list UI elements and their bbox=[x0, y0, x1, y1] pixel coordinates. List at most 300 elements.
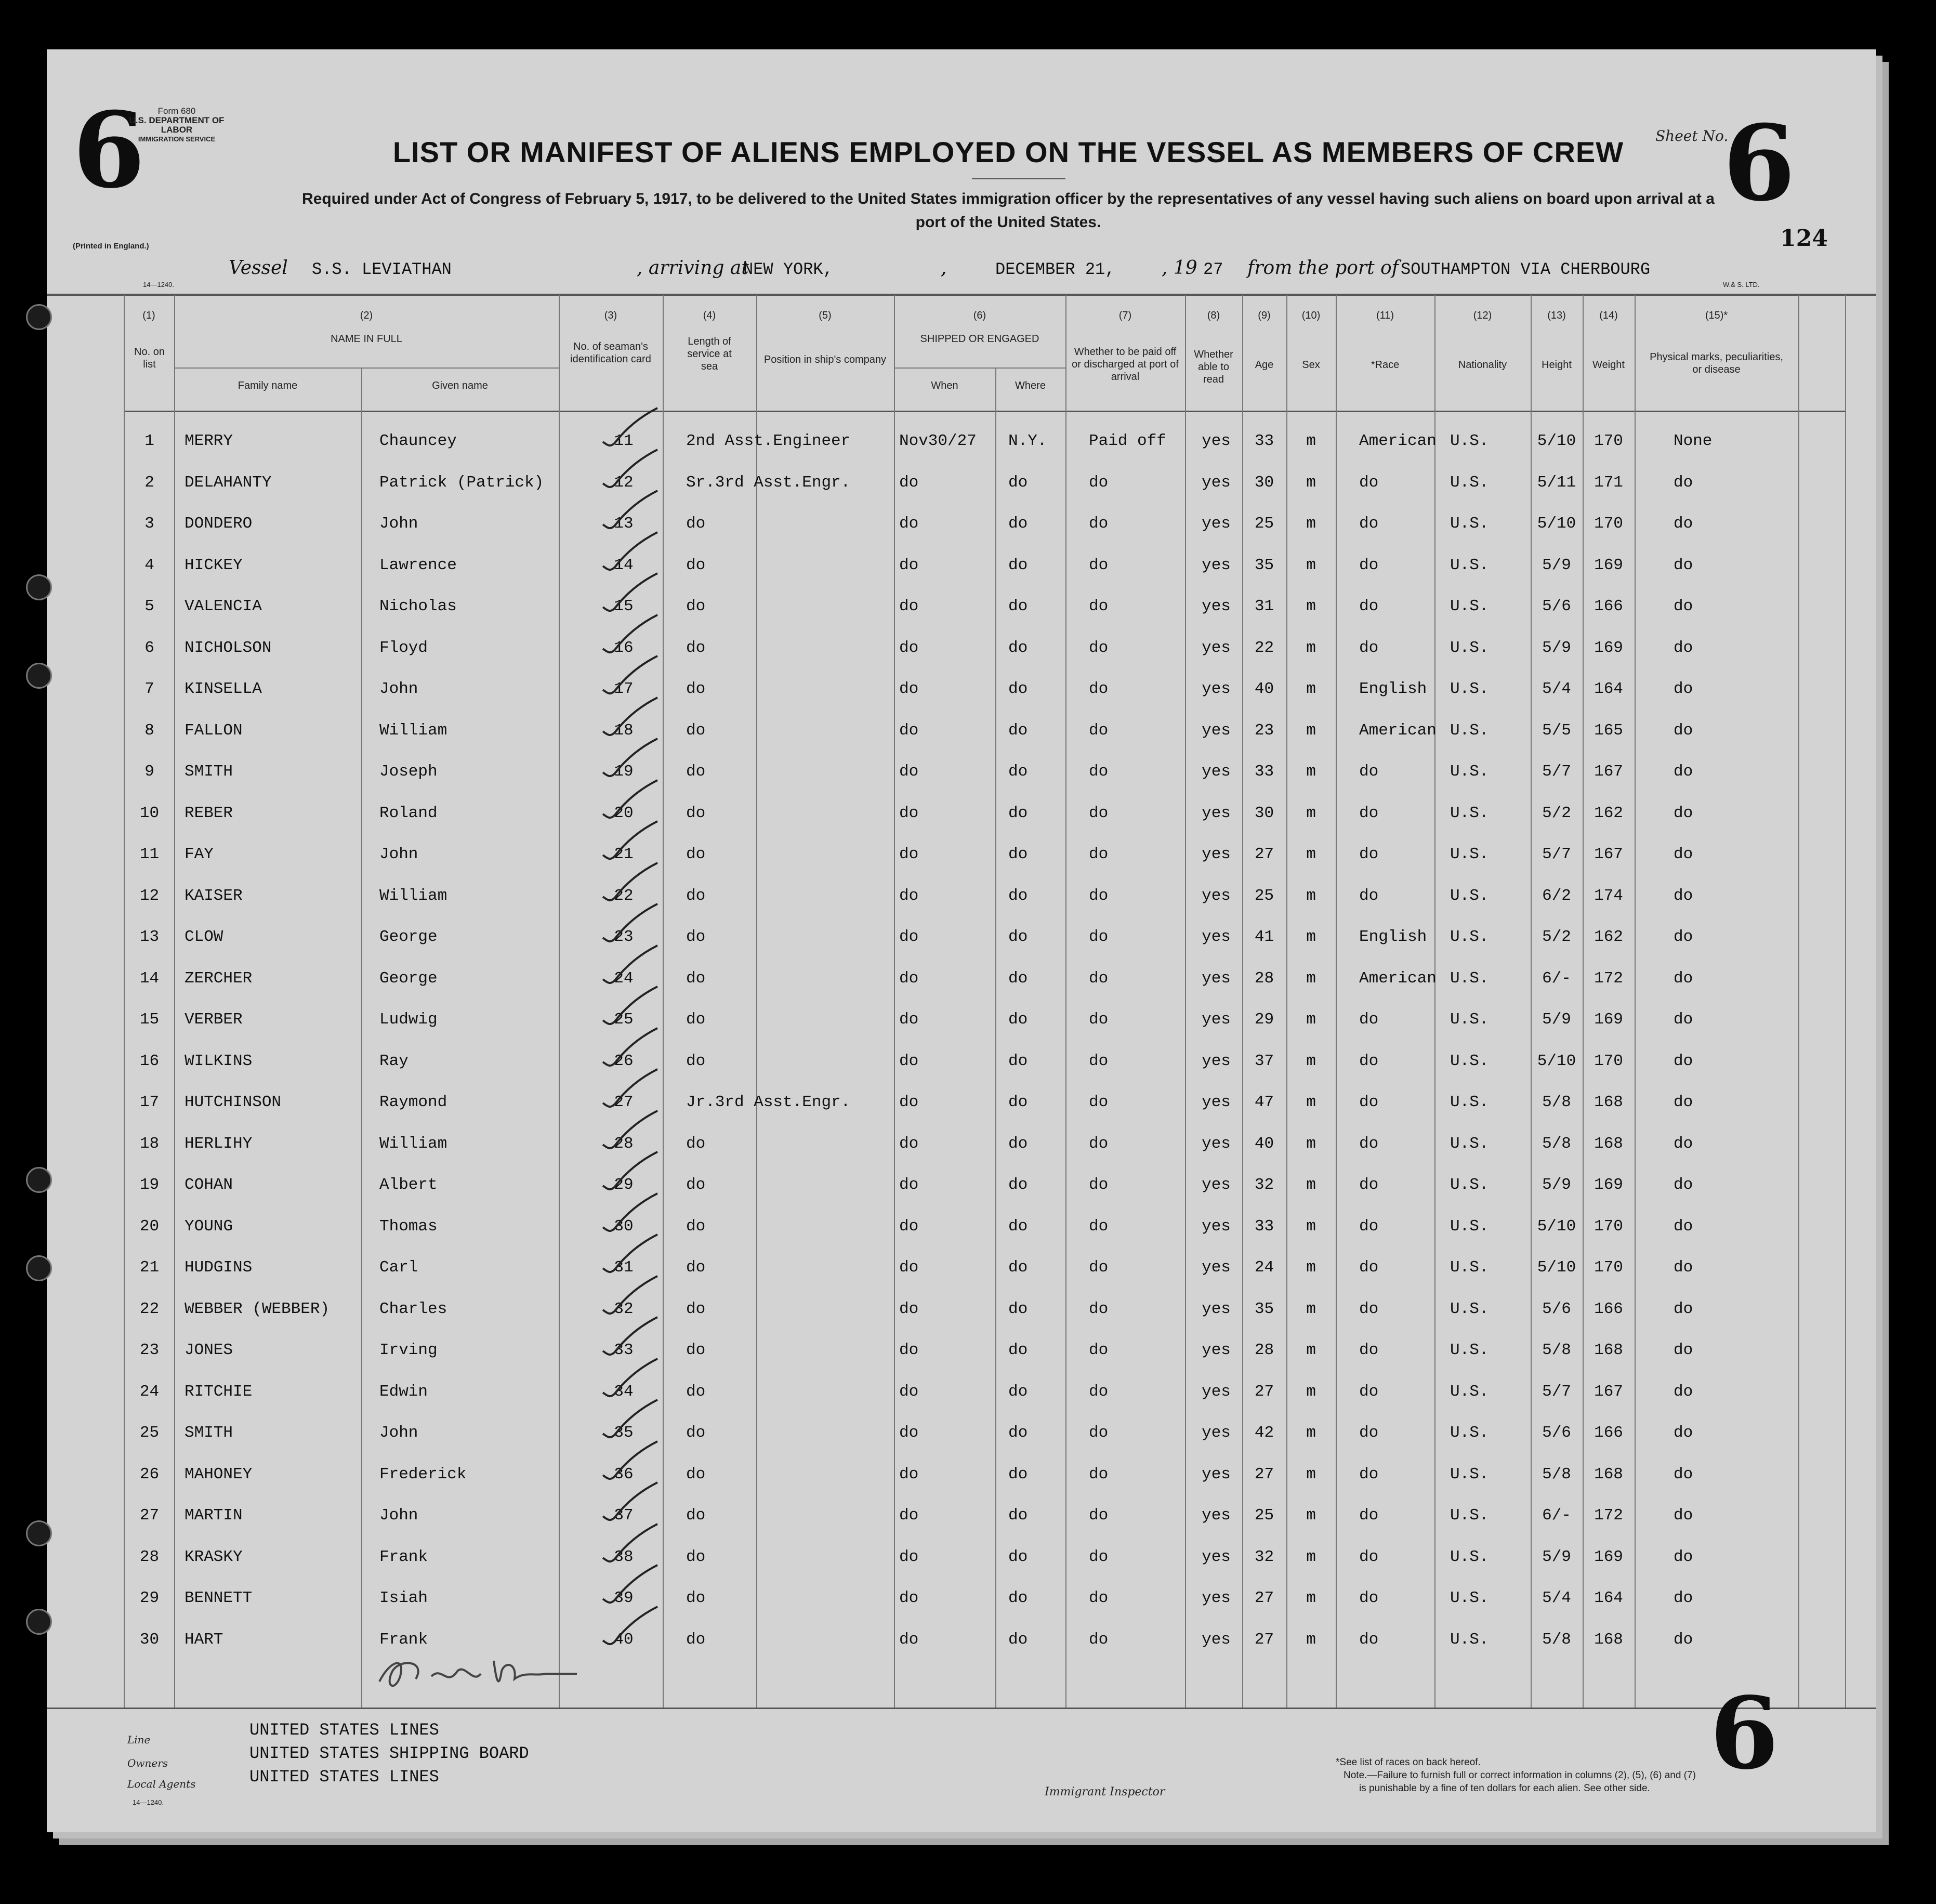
cell-age: 35 bbox=[1254, 556, 1274, 574]
cell-weight: 174 bbox=[1594, 886, 1623, 905]
cell-given-name: Lawrence bbox=[379, 556, 457, 574]
cell-family-name: KRASKY bbox=[185, 1547, 243, 1566]
cell-where: do bbox=[1008, 969, 1028, 988]
cell-age: 27 bbox=[1254, 1382, 1274, 1401]
cell-paid-off: do bbox=[1089, 1547, 1109, 1566]
cell-when: do bbox=[899, 1589, 919, 1607]
cell-when: do bbox=[899, 1093, 919, 1111]
cell-id-card: 13 bbox=[614, 515, 634, 533]
cell-height: 5/11 bbox=[1537, 473, 1576, 492]
cell-given-name: William bbox=[379, 1134, 447, 1153]
cell-physical-marks: do bbox=[1674, 1299, 1693, 1318]
cell-age: 42 bbox=[1254, 1424, 1274, 1442]
cell-where: N.Y. bbox=[1008, 432, 1047, 450]
cell-where: do bbox=[1008, 928, 1028, 946]
cell-able-read: yes bbox=[1202, 1547, 1231, 1566]
cell-id-card: 17 bbox=[614, 680, 634, 698]
cell-where: do bbox=[1008, 804, 1028, 822]
cell-when: do bbox=[899, 886, 919, 905]
cell-when: do bbox=[899, 1547, 919, 1566]
cell-height: 5/5 bbox=[1542, 721, 1571, 740]
cell-weight: 168 bbox=[1594, 1093, 1623, 1111]
col-num-14: (14) bbox=[1599, 310, 1618, 321]
cell-family-name: HART bbox=[185, 1630, 223, 1649]
cell-sex: m bbox=[1306, 432, 1316, 450]
cell-nationality: U.S. bbox=[1450, 1258, 1489, 1277]
header-given-name: Given name bbox=[432, 380, 488, 391]
cell-race: do bbox=[1359, 1506, 1379, 1525]
cell-no: 4 bbox=[144, 556, 154, 574]
cell-id-card: 30 bbox=[614, 1217, 634, 1236]
cell-able-read: yes bbox=[1202, 473, 1231, 492]
check-mark bbox=[600, 1273, 663, 1320]
cell-nationality: U.S. bbox=[1450, 1589, 1489, 1607]
cell-nationality: U.S. bbox=[1450, 556, 1489, 574]
cell-race: do bbox=[1359, 1630, 1379, 1649]
cell-where: do bbox=[1008, 680, 1028, 698]
cell-family-name: YOUNG bbox=[185, 1217, 233, 1236]
cell-able-read: yes bbox=[1202, 969, 1231, 988]
cell-given-name: Charles bbox=[379, 1299, 447, 1318]
cell-paid-off: do bbox=[1089, 1465, 1109, 1483]
cell-nationality: U.S. bbox=[1450, 1134, 1489, 1153]
check-mark bbox=[600, 1480, 663, 1527]
cell-able-read: yes bbox=[1202, 1010, 1231, 1029]
cell-given-name: Nicholas bbox=[379, 597, 457, 615]
cell-where: do bbox=[1008, 1217, 1028, 1236]
cell-where: do bbox=[1008, 1506, 1028, 1525]
cell-age: 28 bbox=[1254, 1341, 1274, 1359]
col-num-4: (4) bbox=[703, 310, 716, 321]
cell-id-card: 23 bbox=[614, 928, 634, 946]
cell-where: do bbox=[1008, 1547, 1028, 1566]
header-weight: Weight bbox=[1592, 359, 1625, 371]
cell-weight: 162 bbox=[1594, 804, 1623, 822]
cell-where: do bbox=[1008, 1465, 1028, 1483]
col-num-10: (10) bbox=[1301, 310, 1321, 321]
name-subheader-line bbox=[174, 367, 559, 369]
cell-age: 25 bbox=[1254, 1506, 1274, 1525]
cell-nationality: U.S. bbox=[1450, 969, 1489, 988]
cell-physical-marks: do bbox=[1674, 1176, 1693, 1194]
cell-no: 13 bbox=[139, 928, 160, 946]
cell-id-card: 16 bbox=[614, 638, 634, 657]
service-name: IMMIGRATION SERVICE bbox=[138, 135, 216, 143]
cell-given-name: George bbox=[379, 969, 438, 988]
cell-weight: 169 bbox=[1594, 556, 1623, 574]
cell-paid-off: do bbox=[1089, 1258, 1109, 1277]
cell-no: 21 bbox=[139, 1258, 160, 1277]
cell-given-name: John bbox=[379, 1506, 418, 1525]
cell-sex: m bbox=[1306, 1217, 1316, 1236]
cell-able-read: yes bbox=[1202, 556, 1231, 574]
cell-family-name: REBER bbox=[185, 804, 233, 822]
from-port-label: from the port of bbox=[1247, 257, 1399, 279]
cell-no: 14 bbox=[139, 969, 160, 988]
cell-given-name: Frank bbox=[379, 1630, 428, 1649]
header-family-name: Family name bbox=[238, 380, 298, 391]
cell-weight: 172 bbox=[1594, 1506, 1623, 1525]
cell-no: 22 bbox=[139, 1299, 160, 1318]
cell-physical-marks: do bbox=[1674, 556, 1693, 574]
cell-race: do bbox=[1359, 1382, 1379, 1401]
cell-when: do bbox=[899, 1052, 919, 1070]
cell-height: 5/8 bbox=[1542, 1630, 1571, 1649]
cell-height: 5/2 bbox=[1542, 928, 1571, 946]
cell-when: do bbox=[899, 597, 919, 615]
cell-no: 18 bbox=[139, 1134, 160, 1153]
vessel-label: Vessel bbox=[229, 257, 288, 279]
cell-race: do bbox=[1359, 1176, 1379, 1194]
cell-weight: 171 bbox=[1594, 473, 1623, 492]
cell-nationality: U.S. bbox=[1450, 1506, 1489, 1525]
cell-sex: m bbox=[1306, 680, 1316, 698]
cell-sex: m bbox=[1306, 804, 1316, 822]
cell-race: do bbox=[1359, 556, 1379, 574]
cell-nationality: U.S. bbox=[1450, 680, 1489, 698]
cell-paid-off: do bbox=[1089, 1424, 1109, 1442]
cell-weight: 170 bbox=[1594, 1258, 1623, 1277]
footer-agents-label: Local Agents bbox=[127, 1778, 196, 1790]
table-bottom-border bbox=[47, 1708, 1876, 1709]
cell-where: do bbox=[1008, 556, 1028, 574]
form-number: Form 680 bbox=[157, 106, 196, 116]
cell-height: 5/6 bbox=[1542, 1299, 1571, 1318]
cell-age: 40 bbox=[1254, 1134, 1274, 1153]
cell-paid-off: do bbox=[1089, 1382, 1109, 1401]
table-row bbox=[47, 1578, 1876, 1619]
cell-able-read: yes bbox=[1202, 1424, 1231, 1442]
footer-note-line-1: Note.—Failure to furnish full or correct information in columns (2), (5), (6) and (7) bbox=[1344, 1770, 1696, 1781]
cell-weight: 164 bbox=[1594, 1589, 1623, 1607]
table-row bbox=[47, 628, 1876, 668]
cell-nationality: U.S. bbox=[1450, 804, 1489, 822]
cell-sex: m bbox=[1306, 1465, 1316, 1483]
cell-physical-marks: do bbox=[1674, 1052, 1693, 1070]
cell-able-read: yes bbox=[1202, 886, 1231, 905]
check-mark bbox=[600, 488, 663, 535]
cell-height: 5/8 bbox=[1542, 1093, 1571, 1111]
cell-sex: m bbox=[1306, 1258, 1316, 1277]
cell-when: do bbox=[899, 1341, 919, 1359]
cell-race: do bbox=[1359, 1134, 1379, 1153]
footer-note-star: *See list of races on back hereof. bbox=[1336, 1757, 1481, 1768]
cell-no: 10 bbox=[139, 804, 160, 822]
cell-height: 5/2 bbox=[1542, 804, 1571, 822]
header-sex: Sex bbox=[1302, 359, 1320, 371]
cell-age: 23 bbox=[1254, 721, 1274, 740]
cell-able-read: yes bbox=[1202, 1134, 1231, 1153]
cell-when: do bbox=[899, 556, 919, 574]
cell-family-name: DELAHANTY bbox=[185, 473, 272, 492]
cell-sex: m bbox=[1306, 969, 1316, 988]
table-row bbox=[47, 1165, 1876, 1205]
cell-weight: 170 bbox=[1594, 1052, 1623, 1070]
page-number: 124 bbox=[1780, 225, 1828, 252]
cell-id-card: 25 bbox=[614, 1010, 634, 1029]
arrival-date: DECEMBER 21, bbox=[995, 260, 1115, 279]
cell-where: do bbox=[1008, 1424, 1028, 1442]
cell-nationality: U.S. bbox=[1450, 597, 1489, 615]
cell-id-card: 37 bbox=[614, 1506, 634, 1525]
cell-able-read: yes bbox=[1202, 1465, 1231, 1483]
cell-nationality: U.S. bbox=[1450, 1382, 1489, 1401]
cell-race: do bbox=[1359, 1010, 1379, 1029]
cell-family-name: HERLIHY bbox=[185, 1134, 253, 1153]
cell-age: 24 bbox=[1254, 1258, 1274, 1277]
cell-given-name: Isiah bbox=[379, 1589, 428, 1607]
cell-when: do bbox=[899, 804, 919, 822]
cell-when: do bbox=[899, 1424, 919, 1442]
cell-where: do bbox=[1008, 1630, 1028, 1649]
cell-nationality: U.S. bbox=[1450, 473, 1489, 492]
cell-height: 5/8 bbox=[1542, 1134, 1571, 1153]
cell-when: do bbox=[899, 680, 919, 698]
vessel-name: S.S. LEVIATHAN bbox=[312, 260, 452, 279]
check-mark bbox=[600, 943, 663, 990]
cell-sex: m bbox=[1306, 845, 1316, 863]
table-row bbox=[47, 958, 1876, 999]
cell-when: do bbox=[899, 1176, 919, 1194]
table-row bbox=[47, 793, 1876, 834]
binder-hole bbox=[26, 1609, 52, 1635]
cell-position: do bbox=[686, 1176, 706, 1194]
check-mark bbox=[600, 447, 663, 494]
cell-physical-marks: do bbox=[1674, 597, 1693, 615]
col-num-5: (5) bbox=[819, 310, 832, 321]
cell-when: do bbox=[899, 1630, 919, 1649]
cell-family-name: WEBBER (WEBBER) bbox=[185, 1299, 330, 1318]
cell-race: do bbox=[1359, 1547, 1379, 1566]
cell-weight: 168 bbox=[1594, 1341, 1623, 1359]
cell-weight: 162 bbox=[1594, 928, 1623, 946]
cell-no: 23 bbox=[139, 1341, 160, 1359]
cell-id-card: 35 bbox=[614, 1424, 634, 1442]
cell-age: 25 bbox=[1254, 886, 1274, 905]
header-bottom-border bbox=[125, 411, 1845, 412]
cell-physical-marks: do bbox=[1674, 928, 1693, 946]
cell-physical-marks: do bbox=[1674, 1382, 1693, 1401]
cell-race: do bbox=[1359, 763, 1379, 781]
cell-sex: m bbox=[1306, 1176, 1316, 1194]
table-row bbox=[47, 1495, 1876, 1536]
cell-paid-off: do bbox=[1089, 1010, 1109, 1029]
cell-id-card: 31 bbox=[614, 1258, 634, 1277]
cell-race: do bbox=[1359, 1589, 1379, 1607]
cell-sex: m bbox=[1306, 721, 1316, 740]
binder-hole bbox=[26, 304, 52, 330]
cell-paid-off: do bbox=[1089, 1217, 1109, 1236]
cell-position: do bbox=[686, 680, 706, 698]
cell-id-card: 20 bbox=[614, 804, 634, 822]
cell-no: 28 bbox=[139, 1547, 160, 1566]
cell-no: 16 bbox=[139, 1052, 160, 1070]
header-shipped: SHIPPED OR ENGAGED bbox=[920, 333, 1039, 345]
cell-when: do bbox=[899, 638, 919, 657]
cell-age: 31 bbox=[1254, 597, 1274, 615]
cell-position: do bbox=[686, 969, 706, 988]
cell-race: do bbox=[1359, 1258, 1379, 1277]
arrival-port: NEW YORK, bbox=[743, 260, 833, 279]
table-row bbox=[47, 421, 1876, 462]
table-row bbox=[47, 1124, 1876, 1164]
inspector-signature bbox=[369, 1650, 587, 1697]
cell-physical-marks: do bbox=[1674, 1589, 1693, 1607]
cell-height: 5/10 bbox=[1537, 515, 1576, 533]
cell-height: 5/9 bbox=[1542, 638, 1571, 657]
cell-where: do bbox=[1008, 1589, 1028, 1607]
cell-given-name: Edwin bbox=[379, 1382, 428, 1401]
cell-height: 5/9 bbox=[1542, 556, 1571, 574]
header-nationality: Nationality bbox=[1458, 359, 1507, 371]
cell-race: do bbox=[1359, 804, 1379, 822]
inspector-label: Immigrant Inspector bbox=[1045, 1785, 1165, 1798]
check-mark bbox=[600, 1149, 663, 1196]
cell-no: 5 bbox=[144, 597, 154, 615]
cell-given-name: Chauncey bbox=[379, 432, 457, 450]
table-row bbox=[47, 669, 1876, 710]
cell-age: 37 bbox=[1254, 1052, 1274, 1070]
col-num-1: (1) bbox=[142, 310, 155, 321]
cell-able-read: yes bbox=[1202, 1630, 1231, 1649]
cell-paid-off: do bbox=[1089, 1299, 1109, 1318]
cell-weight: 167 bbox=[1594, 1382, 1623, 1401]
cell-height: 5/7 bbox=[1542, 763, 1571, 781]
cell-physical-marks: do bbox=[1674, 969, 1693, 988]
cell-sex: m bbox=[1306, 473, 1316, 492]
cell-weight: 167 bbox=[1594, 763, 1623, 781]
cell-position: do bbox=[686, 1341, 706, 1359]
cell-physical-marks: do bbox=[1674, 1465, 1693, 1483]
table-row bbox=[47, 1537, 1876, 1578]
cell-race: do bbox=[1359, 1052, 1379, 1070]
cell-position: Sr.3rd Asst.Engr. bbox=[686, 473, 851, 492]
cell-when: do bbox=[899, 845, 919, 863]
cell-age: 33 bbox=[1254, 763, 1274, 781]
cell-no: 15 bbox=[139, 1010, 160, 1029]
cell-family-name: KINSELLA bbox=[185, 680, 262, 698]
cell-id-card: 36 bbox=[614, 1465, 634, 1483]
cell-paid-off: do bbox=[1089, 845, 1109, 863]
cell-age: 27 bbox=[1254, 845, 1274, 863]
cell-nationality: U.S. bbox=[1450, 886, 1489, 905]
cell-able-read: yes bbox=[1202, 1093, 1231, 1111]
cell-weight: 166 bbox=[1594, 1424, 1623, 1442]
check-mark bbox=[600, 901, 663, 948]
cell-sex: m bbox=[1306, 1630, 1316, 1649]
cell-family-name: FALLON bbox=[185, 721, 243, 740]
cell-age: 27 bbox=[1254, 1465, 1274, 1483]
cell-paid-off: do bbox=[1089, 638, 1109, 657]
cell-family-name: HICKEY bbox=[185, 556, 243, 574]
cell-family-name: HUTCHINSON bbox=[185, 1093, 282, 1111]
cell-age: 47 bbox=[1254, 1093, 1274, 1111]
check-mark bbox=[600, 530, 663, 576]
cell-sex: m bbox=[1306, 1382, 1316, 1401]
cell-nationality: U.S. bbox=[1450, 845, 1489, 863]
cell-weight: 170 bbox=[1594, 432, 1623, 450]
cell-position: do bbox=[686, 1052, 706, 1070]
cell-physical-marks: do bbox=[1674, 515, 1693, 533]
cell-paid-off: do bbox=[1089, 1506, 1109, 1525]
check-mark bbox=[600, 1356, 663, 1403]
cell-id-card: 24 bbox=[614, 969, 634, 988]
cell-sex: m bbox=[1306, 1506, 1316, 1525]
col-num-6: (6) bbox=[973, 310, 986, 321]
cell-no: 11 bbox=[139, 845, 160, 863]
cell-weight: 169 bbox=[1594, 1176, 1623, 1194]
cell-given-name: Irving bbox=[379, 1341, 438, 1359]
cell-height: 5/10 bbox=[1537, 1052, 1576, 1070]
cell-id-card: 26 bbox=[614, 1052, 634, 1070]
cell-position: do bbox=[686, 638, 706, 657]
cell-given-name: Frederick bbox=[379, 1465, 467, 1483]
cell-height: 6/2 bbox=[1542, 886, 1571, 905]
shipped-subheader-line bbox=[894, 367, 1065, 369]
cell-nationality: U.S. bbox=[1450, 721, 1489, 740]
cell-height: 5/8 bbox=[1542, 1341, 1571, 1359]
cell-race: English bbox=[1359, 680, 1427, 698]
cell-given-name: Patrick (Patrick) bbox=[379, 473, 544, 492]
cell-height: 6/- bbox=[1542, 969, 1571, 988]
cell-family-name: KAISER bbox=[185, 886, 243, 905]
cell-physical-marks: do bbox=[1674, 1424, 1693, 1442]
cell-paid-off: do bbox=[1089, 1589, 1109, 1607]
cell-id-card: 14 bbox=[614, 556, 634, 574]
cell-given-name: Albert bbox=[379, 1176, 438, 1194]
cell-given-name: Roland bbox=[379, 804, 438, 822]
cell-age: 33 bbox=[1254, 432, 1274, 450]
cell-race: do bbox=[1359, 597, 1379, 615]
footer-note-line-2: is punishable by a fine of ten dollars for each alien. See other side. bbox=[1359, 1783, 1650, 1794]
cell-nationality: U.S. bbox=[1450, 515, 1489, 533]
table-row bbox=[47, 1454, 1876, 1495]
cell-sex: m bbox=[1306, 763, 1316, 781]
cell-sex: m bbox=[1306, 1093, 1316, 1111]
table-row bbox=[47, 1620, 1876, 1660]
cell-physical-marks: do bbox=[1674, 721, 1693, 740]
cell-physical-marks: do bbox=[1674, 886, 1693, 905]
cell-position: do bbox=[686, 1134, 706, 1153]
binder-hole bbox=[26, 1520, 52, 1546]
cell-no: 2 bbox=[144, 473, 154, 492]
cell-no: 7 bbox=[144, 680, 154, 698]
table-row bbox=[47, 1082, 1876, 1123]
check-mark bbox=[600, 778, 663, 824]
cell-able-read: yes bbox=[1202, 1258, 1231, 1277]
table-row bbox=[47, 752, 1876, 792]
cell-weight: 168 bbox=[1594, 1134, 1623, 1153]
cell-physical-marks: do bbox=[1674, 473, 1693, 492]
cell-where: do bbox=[1008, 1299, 1028, 1318]
check-mark bbox=[600, 1191, 663, 1238]
cell-where: do bbox=[1008, 845, 1028, 863]
cell-no: 24 bbox=[139, 1382, 160, 1401]
sheet-number-right: 6 bbox=[1723, 102, 1796, 225]
cell-able-read: yes bbox=[1202, 638, 1231, 657]
cell-weight: 166 bbox=[1594, 1299, 1623, 1318]
cell-sex: m bbox=[1306, 515, 1316, 533]
cell-family-name: RITCHIE bbox=[185, 1382, 253, 1401]
cell-position: do bbox=[686, 1382, 706, 1401]
header-when: When bbox=[931, 380, 958, 391]
check-mark bbox=[600, 695, 663, 742]
cell-where: do bbox=[1008, 721, 1028, 740]
cell-paid-off: do bbox=[1089, 1052, 1109, 1070]
table-top-border bbox=[47, 294, 1876, 296]
cell-nationality: U.S. bbox=[1450, 1217, 1489, 1236]
cell-paid-off: do bbox=[1089, 473, 1109, 492]
